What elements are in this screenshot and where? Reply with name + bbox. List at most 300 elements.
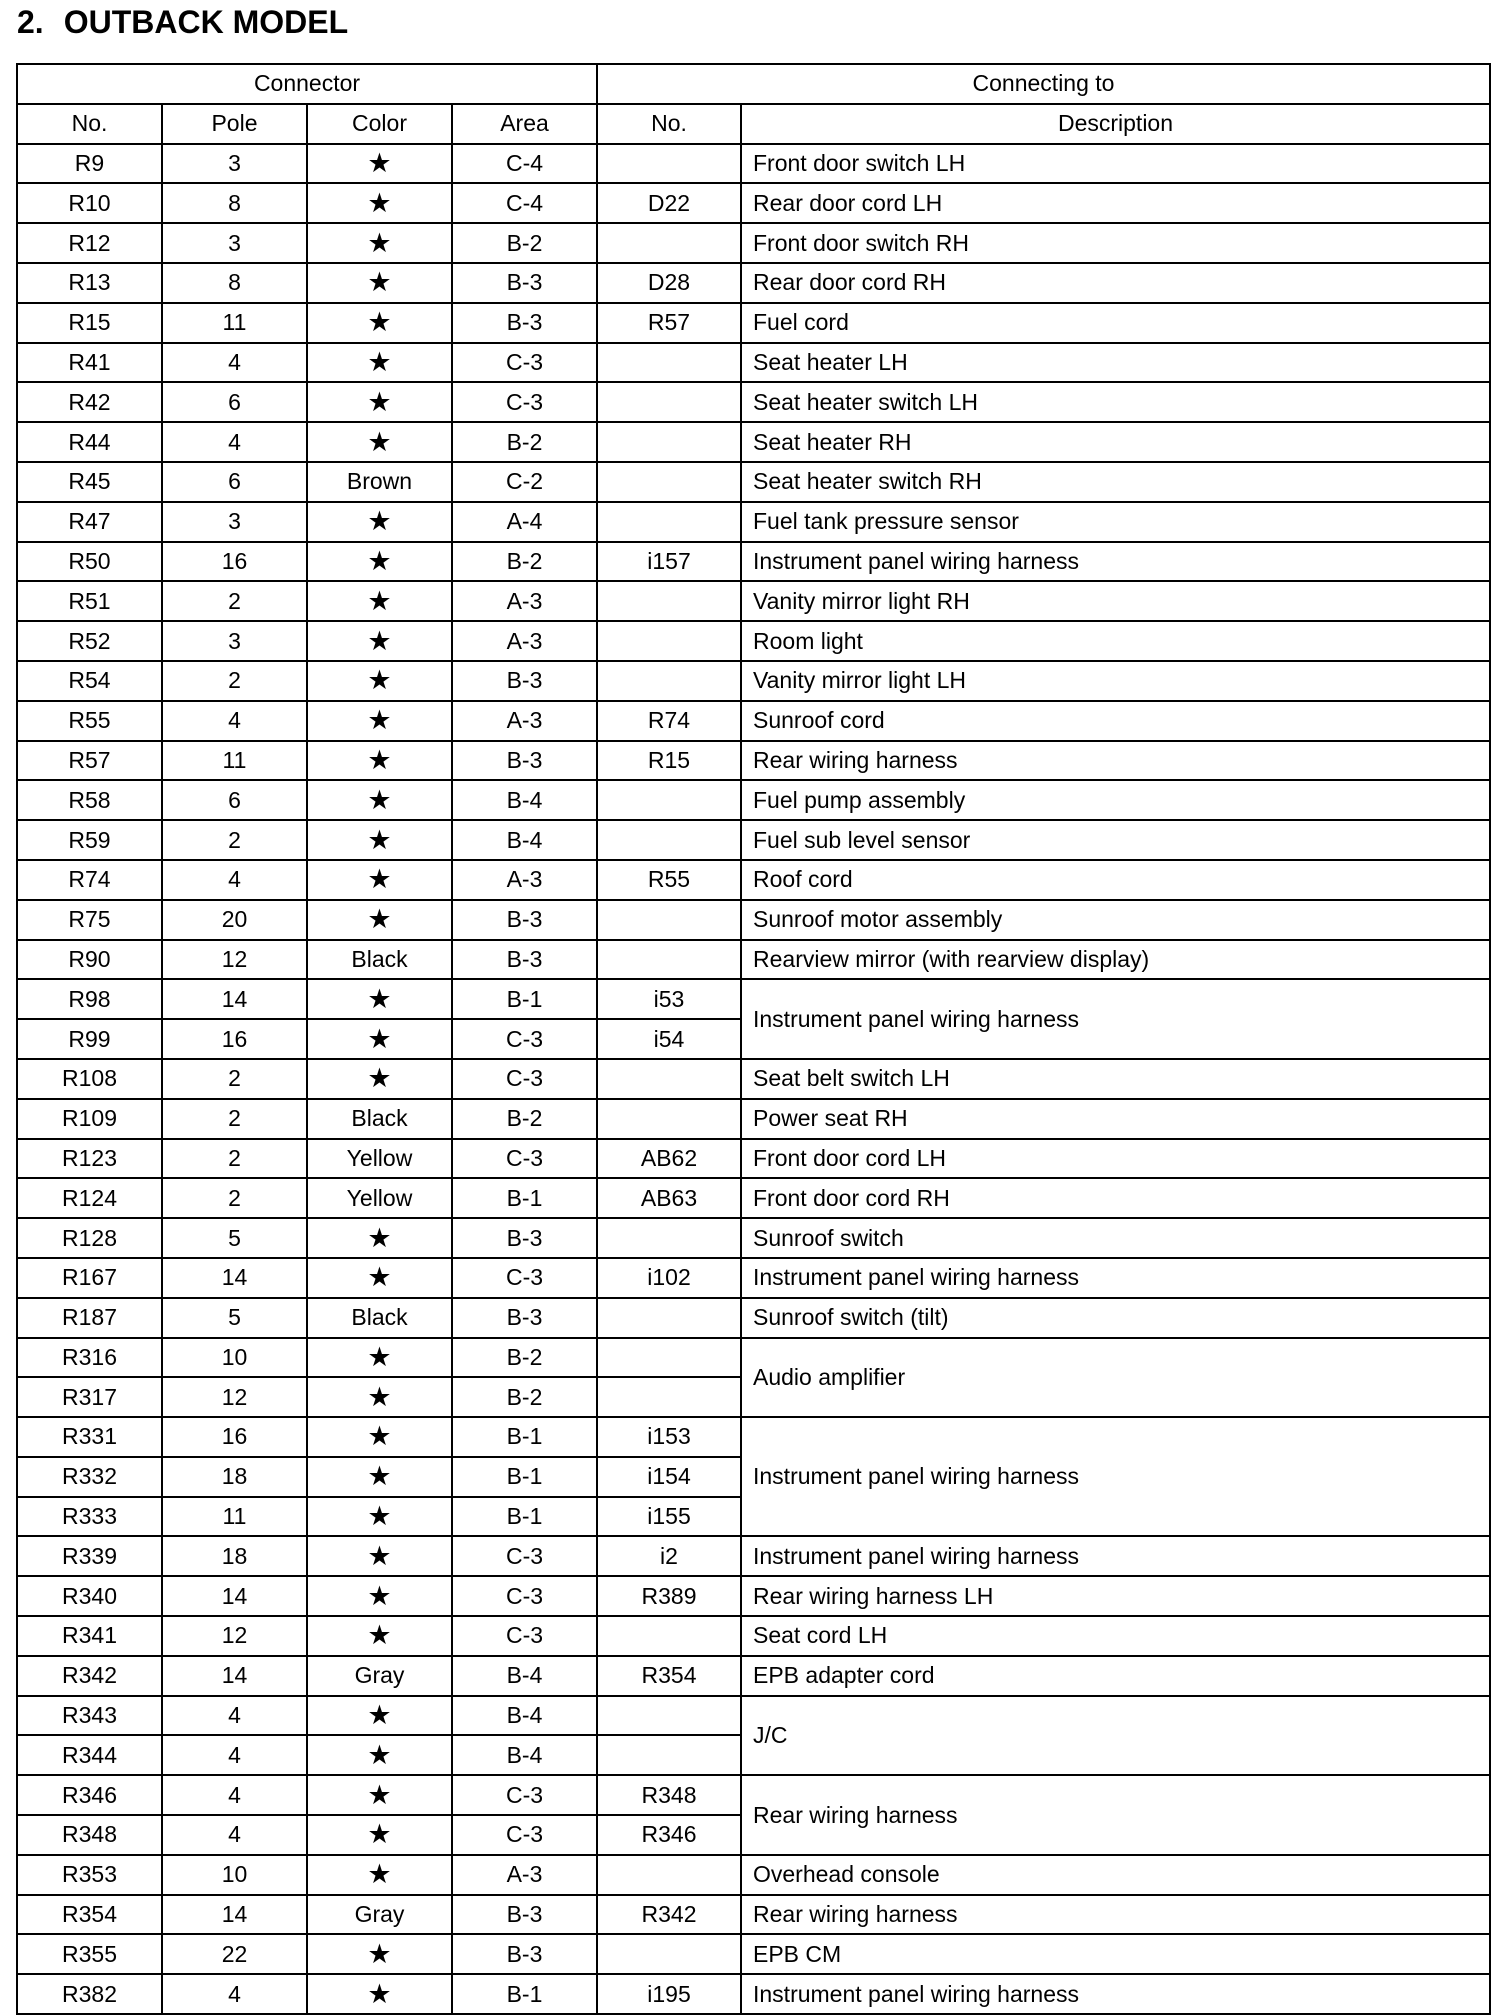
area-cell: A-3 [452, 621, 597, 661]
connector-no-cell: R90 [17, 940, 162, 980]
area-cell: C-3 [452, 382, 597, 422]
area-cell: C-4 [452, 183, 597, 223]
connector-no-cell: R45 [17, 462, 162, 502]
table-row [17, 1934, 1490, 1974]
pole-cell: 2 [162, 1099, 307, 1139]
table-row [17, 502, 1490, 542]
connector-no-cell: R355 [17, 1934, 162, 1974]
connector-no-cell: R124 [17, 1178, 162, 1218]
area-cell: B-1 [452, 1178, 597, 1218]
color-cell: Brown [307, 462, 452, 502]
table-row [17, 1576, 1490, 1616]
color-cell: ★ [307, 382, 452, 422]
pole-cell: 8 [162, 183, 307, 223]
column-header-color: Color [307, 104, 452, 144]
connector-no-cell: R123 [17, 1139, 162, 1179]
color-cell: ★ [307, 1417, 452, 1457]
connector-no-cell: R58 [17, 780, 162, 820]
connector-no-cell: R12 [17, 223, 162, 263]
connector-no-cell: R44 [17, 422, 162, 462]
table-row [17, 820, 1490, 860]
color-cell: ★ [307, 502, 452, 542]
area-cell: A-4 [452, 502, 597, 542]
connecting-to-group-header: Connecting to [597, 64, 1490, 104]
description-cell: EPB CM [741, 1934, 1490, 1974]
connector-no-cell: R109 [17, 1099, 162, 1139]
pole-cell: 2 [162, 1139, 307, 1179]
description-cell: Fuel tank pressure sensor [741, 502, 1490, 542]
connector-no-cell: R74 [17, 860, 162, 900]
color-cell: ★ [307, 661, 452, 701]
area-cell: A-3 [452, 581, 597, 621]
table-row [17, 303, 1490, 343]
color-cell: ★ [307, 1616, 452, 1656]
connector-no-cell: R10 [17, 183, 162, 223]
connector-table [16, 63, 1491, 2015]
color-cell: ★ [307, 1457, 452, 1497]
column-header-area: Area [452, 104, 597, 144]
area-cell: B-2 [452, 422, 597, 462]
connecting-no-cell [597, 940, 741, 980]
color-cell: Black [307, 940, 452, 980]
description-cell: Front door switch LH [741, 144, 1490, 184]
table-row [17, 183, 1490, 223]
connecting-no-cell [597, 1735, 741, 1775]
table-row [17, 1218, 1490, 1258]
connector-group-header: Connector [17, 64, 597, 104]
area-cell: B-2 [452, 1099, 597, 1139]
description-cell: Instrument panel wiring harness [741, 979, 1490, 1059]
section-title: OUTBACK MODEL [63, 4, 349, 40]
description-cell: Sunroof switch (tilt) [741, 1298, 1490, 1338]
pole-cell: 14 [162, 1576, 307, 1616]
connecting-no-cell [597, 621, 741, 661]
pole-cell: 10 [162, 1855, 307, 1895]
color-cell: ★ [307, 1934, 452, 1974]
connecting-no-cell: AB63 [597, 1178, 741, 1218]
description-cell: Seat heater RH [741, 422, 1490, 462]
color-cell: ★ [307, 303, 452, 343]
area-cell: C-2 [452, 462, 597, 502]
color-cell: ★ [307, 1338, 452, 1378]
color-cell: ★ [307, 1576, 452, 1616]
table-row [17, 1616, 1490, 1656]
connecting-no-cell [597, 581, 741, 621]
connector-no-cell: R47 [17, 502, 162, 542]
description-cell: Seat cord LH [741, 1616, 1490, 1656]
color-cell: ★ [307, 1019, 452, 1059]
pole-cell: 8 [162, 263, 307, 303]
pole-cell: 3 [162, 621, 307, 661]
table-header [17, 64, 1490, 144]
description-cell: Room light [741, 621, 1490, 661]
area-cell: C-3 [452, 1616, 597, 1656]
description-cell: J/C [741, 1696, 1490, 1776]
table-row [17, 1895, 1490, 1935]
connector-no-cell: R346 [17, 1775, 162, 1815]
column-header-connecting-no: No. [597, 104, 741, 144]
connecting-no-cell [597, 1059, 741, 1099]
table-body [17, 144, 1490, 2014]
table-row [17, 581, 1490, 621]
color-cell: ★ [307, 183, 452, 223]
connecting-no-cell [597, 382, 741, 422]
pole-cell: 4 [162, 1775, 307, 1815]
pole-cell: 18 [162, 1457, 307, 1497]
connecting-no-cell: i102 [597, 1258, 741, 1298]
connecting-no-cell [597, 1338, 741, 1378]
area-cell: C-3 [452, 1815, 597, 1855]
description-cell: Audio amplifier [741, 1338, 1490, 1418]
connector-no-cell: R344 [17, 1735, 162, 1775]
connecting-no-cell: i195 [597, 1974, 741, 2014]
pole-cell: 4 [162, 860, 307, 900]
area-cell: A-3 [452, 701, 597, 741]
description-cell: Rear wiring harness [741, 1775, 1490, 1855]
area-cell: B-3 [452, 900, 597, 940]
connecting-no-cell: i54 [597, 1019, 741, 1059]
color-cell: ★ [307, 1258, 452, 1298]
description-cell: Front door cord RH [741, 1178, 1490, 1218]
area-cell: B-1 [452, 1457, 597, 1497]
connecting-no-cell: D22 [597, 183, 741, 223]
table-row [17, 343, 1490, 383]
description-cell: Seat heater LH [741, 343, 1490, 383]
pole-cell: 6 [162, 382, 307, 422]
table-row [17, 422, 1490, 462]
connector-no-cell: R55 [17, 701, 162, 741]
pole-cell: 4 [162, 701, 307, 741]
pole-cell: 4 [162, 1735, 307, 1775]
connector-no-cell: R75 [17, 900, 162, 940]
connecting-no-cell: R342 [597, 1895, 741, 1935]
connector-no-cell: R167 [17, 1258, 162, 1298]
connector-no-cell: R316 [17, 1338, 162, 1378]
pole-cell: 4 [162, 1696, 307, 1736]
area-cell: B-3 [452, 1298, 597, 1338]
table-row [17, 780, 1490, 820]
pole-cell: 5 [162, 1218, 307, 1258]
area-cell: C-4 [452, 144, 597, 184]
connector-no-cell: R342 [17, 1656, 162, 1696]
color-cell: Black [307, 1298, 452, 1338]
area-cell: C-3 [452, 1775, 597, 1815]
description-cell: Roof cord [741, 860, 1490, 900]
description-cell: Vanity mirror light LH [741, 661, 1490, 701]
connector-no-cell: R128 [17, 1218, 162, 1258]
table-row [17, 1536, 1490, 1576]
description-cell: Sunroof cord [741, 701, 1490, 741]
description-cell: Rear door cord LH [741, 183, 1490, 223]
connector-no-cell: R332 [17, 1457, 162, 1497]
pole-cell: 3 [162, 223, 307, 263]
area-cell: B-3 [452, 661, 597, 701]
pole-cell: 2 [162, 661, 307, 701]
connecting-no-cell: R55 [597, 860, 741, 900]
connecting-no-cell: R354 [597, 1656, 741, 1696]
description-cell: Overhead console [741, 1855, 1490, 1895]
connecting-no-cell: i53 [597, 979, 741, 1019]
color-cell: ★ [307, 1497, 452, 1537]
description-cell: Instrument panel wiring harness [741, 1417, 1490, 1536]
color-cell: ★ [307, 860, 452, 900]
color-cell: Gray [307, 1656, 452, 1696]
column-header-row [17, 104, 1490, 144]
area-cell: B-3 [452, 1218, 597, 1258]
pole-cell: 11 [162, 1497, 307, 1537]
area-cell: B-3 [452, 303, 597, 343]
area-cell: A-3 [452, 1855, 597, 1895]
table-row [17, 223, 1490, 263]
table-row [17, 382, 1490, 422]
table-row [17, 1298, 1490, 1338]
table-row [17, 900, 1490, 940]
color-cell: ★ [307, 1775, 452, 1815]
pole-cell: 16 [162, 1417, 307, 1457]
pole-cell: 5 [162, 1298, 307, 1338]
connector-no-cell: R52 [17, 621, 162, 661]
description-cell: Seat heater switch LH [741, 382, 1490, 422]
description-cell: Instrument panel wiring harness [741, 1258, 1490, 1298]
table-row [17, 1855, 1490, 1895]
section-number: 2. [17, 4, 44, 40]
connecting-no-cell [597, 1616, 741, 1656]
description-cell: Front door switch RH [741, 223, 1490, 263]
description-cell: Fuel cord [741, 303, 1490, 343]
connecting-no-cell: i157 [597, 542, 741, 582]
connecting-no-cell [597, 1934, 741, 1974]
color-cell: ★ [307, 1735, 452, 1775]
table-row [17, 1139, 1490, 1179]
color-cell: ★ [307, 820, 452, 860]
color-cell: ★ [307, 780, 452, 820]
connecting-no-cell [597, 1218, 741, 1258]
description-cell: Vanity mirror light RH [741, 581, 1490, 621]
description-cell: Instrument panel wiring harness [741, 542, 1490, 582]
pole-cell: 14 [162, 979, 307, 1019]
table-row [17, 1178, 1490, 1218]
pole-cell: 4 [162, 1974, 307, 2014]
area-cell: C-3 [452, 1258, 597, 1298]
connector-no-cell: R59 [17, 820, 162, 860]
page-title [17, 2, 348, 42]
connecting-no-cell [597, 343, 741, 383]
area-cell: B-3 [452, 940, 597, 980]
connector-no-cell: R13 [17, 263, 162, 303]
area-cell: A-3 [452, 860, 597, 900]
pole-cell: 16 [162, 1019, 307, 1059]
color-cell: ★ [307, 1696, 452, 1736]
area-cell: B-1 [452, 979, 597, 1019]
color-cell: ★ [307, 979, 452, 1019]
pole-cell: 14 [162, 1895, 307, 1935]
description-cell: Rear wiring harness [741, 1895, 1490, 1935]
area-cell: B-1 [452, 1417, 597, 1457]
description-cell: Rear wiring harness LH [741, 1576, 1490, 1616]
color-cell: ★ [307, 900, 452, 940]
connecting-no-cell: R15 [597, 741, 741, 781]
connecting-no-cell: R57 [597, 303, 741, 343]
connecting-no-cell [597, 144, 741, 184]
pole-cell: 11 [162, 741, 307, 781]
connector-no-cell: R187 [17, 1298, 162, 1338]
table-row [17, 661, 1490, 701]
table-row [17, 263, 1490, 303]
description-cell: Fuel pump assembly [741, 780, 1490, 820]
table-row [17, 860, 1490, 900]
area-cell: B-2 [452, 1377, 597, 1417]
connecting-no-cell [597, 780, 741, 820]
description-cell: Seat belt switch LH [741, 1059, 1490, 1099]
color-cell: ★ [307, 542, 452, 582]
connector-no-cell: R108 [17, 1059, 162, 1099]
connecting-no-cell: R74 [597, 701, 741, 741]
area-cell: C-3 [452, 1139, 597, 1179]
connecting-no-cell: i154 [597, 1457, 741, 1497]
connector-no-cell: R41 [17, 343, 162, 383]
connecting-no-cell [597, 820, 741, 860]
area-cell: B-4 [452, 820, 597, 860]
table-row [17, 940, 1490, 980]
table-row [17, 1417, 1490, 1457]
table-row [17, 1059, 1490, 1099]
connector-no-cell: R317 [17, 1377, 162, 1417]
connecting-no-cell: i2 [597, 1536, 741, 1576]
area-cell: C-3 [452, 1576, 597, 1616]
color-cell: ★ [307, 1059, 452, 1099]
table-row [17, 621, 1490, 661]
color-cell: ★ [307, 1815, 452, 1855]
pole-cell: 12 [162, 1377, 307, 1417]
connector-no-cell: R341 [17, 1616, 162, 1656]
description-cell: Power seat RH [741, 1099, 1490, 1139]
pole-cell: 12 [162, 940, 307, 980]
area-cell: B-2 [452, 1338, 597, 1378]
area-cell: C-3 [452, 343, 597, 383]
connecting-no-cell: R346 [597, 1815, 741, 1855]
connector-no-cell: R343 [17, 1696, 162, 1736]
connector-no-cell: R54 [17, 661, 162, 701]
pole-cell: 4 [162, 343, 307, 383]
pole-cell: 20 [162, 900, 307, 940]
pole-cell: 2 [162, 1178, 307, 1218]
connecting-no-cell [597, 422, 741, 462]
connector-no-cell: R348 [17, 1815, 162, 1855]
description-cell: Fuel sub level sensor [741, 820, 1490, 860]
area-cell: B-3 [452, 1895, 597, 1935]
connector-no-cell: R382 [17, 1974, 162, 2014]
description-cell: Rear door cord RH [741, 263, 1490, 303]
connector-no-cell: R331 [17, 1417, 162, 1457]
description-cell: EPB adapter cord [741, 1656, 1490, 1696]
connector-no-cell: R57 [17, 741, 162, 781]
color-cell: ★ [307, 701, 452, 741]
area-cell: B-4 [452, 1656, 597, 1696]
description-cell: Sunroof switch [741, 1218, 1490, 1258]
connecting-no-cell [597, 1099, 741, 1139]
connector-no-cell: R99 [17, 1019, 162, 1059]
description-cell: Instrument panel wiring harness [741, 1536, 1490, 1576]
connecting-no-cell [597, 1696, 741, 1736]
table-row [17, 1656, 1490, 1696]
table-row [17, 542, 1490, 582]
area-cell: B-1 [452, 1974, 597, 2014]
area-cell: B-4 [452, 1735, 597, 1775]
connector-no-cell: R50 [17, 542, 162, 582]
pole-cell: 6 [162, 462, 307, 502]
pole-cell: 2 [162, 820, 307, 860]
pole-cell: 3 [162, 502, 307, 542]
group-header-row [17, 64, 1490, 104]
connecting-no-cell [597, 661, 741, 701]
area-cell: C-3 [452, 1059, 597, 1099]
connector-no-cell: R9 [17, 144, 162, 184]
pole-cell: 14 [162, 1656, 307, 1696]
color-cell: ★ [307, 263, 452, 303]
connecting-no-cell: R348 [597, 1775, 741, 1815]
pole-cell: 4 [162, 422, 307, 462]
table-row [17, 1338, 1490, 1378]
table-row [17, 701, 1490, 741]
table-row [17, 741, 1490, 781]
connecting-no-cell [597, 502, 741, 542]
pole-cell: 3 [162, 144, 307, 184]
connecting-no-cell [597, 462, 741, 502]
color-cell: ★ [307, 1536, 452, 1576]
pole-cell: 10 [162, 1338, 307, 1378]
pole-cell: 12 [162, 1616, 307, 1656]
pole-cell: 2 [162, 1059, 307, 1099]
pole-cell: 6 [162, 780, 307, 820]
area-cell: B-4 [452, 1696, 597, 1736]
area-cell: B-3 [452, 741, 597, 781]
connecting-no-cell: AB62 [597, 1139, 741, 1179]
column-header-no: No. [17, 104, 162, 144]
connecting-no-cell [597, 1377, 741, 1417]
color-cell: ★ [307, 223, 452, 263]
description-cell: Seat heater switch RH [741, 462, 1490, 502]
color-cell: Gray [307, 1895, 452, 1935]
pole-cell: 16 [162, 542, 307, 582]
description-cell: Instrument panel wiring harness [741, 1974, 1490, 2014]
color-cell: ★ [307, 1377, 452, 1417]
area-cell: B-2 [452, 223, 597, 263]
color-cell: ★ [307, 422, 452, 462]
connector-no-cell: R340 [17, 1576, 162, 1616]
table-row [17, 1696, 1490, 1736]
color-cell: ★ [307, 621, 452, 661]
description-cell: Front door cord LH [741, 1139, 1490, 1179]
connecting-no-cell: i153 [597, 1417, 741, 1457]
connector-no-cell: R339 [17, 1536, 162, 1576]
pole-cell: 11 [162, 303, 307, 343]
column-header-pole: Pole [162, 104, 307, 144]
color-cell: ★ [307, 581, 452, 621]
table-row [17, 1099, 1490, 1139]
color-cell: ★ [307, 144, 452, 184]
area-cell: C-3 [452, 1536, 597, 1576]
color-cell: Yellow [307, 1139, 452, 1179]
pole-cell: 4 [162, 1815, 307, 1855]
color-cell: ★ [307, 1218, 452, 1258]
table-row [17, 1974, 1490, 2014]
description-cell: Rear wiring harness [741, 741, 1490, 781]
color-cell: ★ [307, 343, 452, 383]
area-cell: B-3 [452, 1934, 597, 1974]
connecting-no-cell [597, 223, 741, 263]
connector-no-cell: R42 [17, 382, 162, 422]
connector-no-cell: R353 [17, 1855, 162, 1895]
